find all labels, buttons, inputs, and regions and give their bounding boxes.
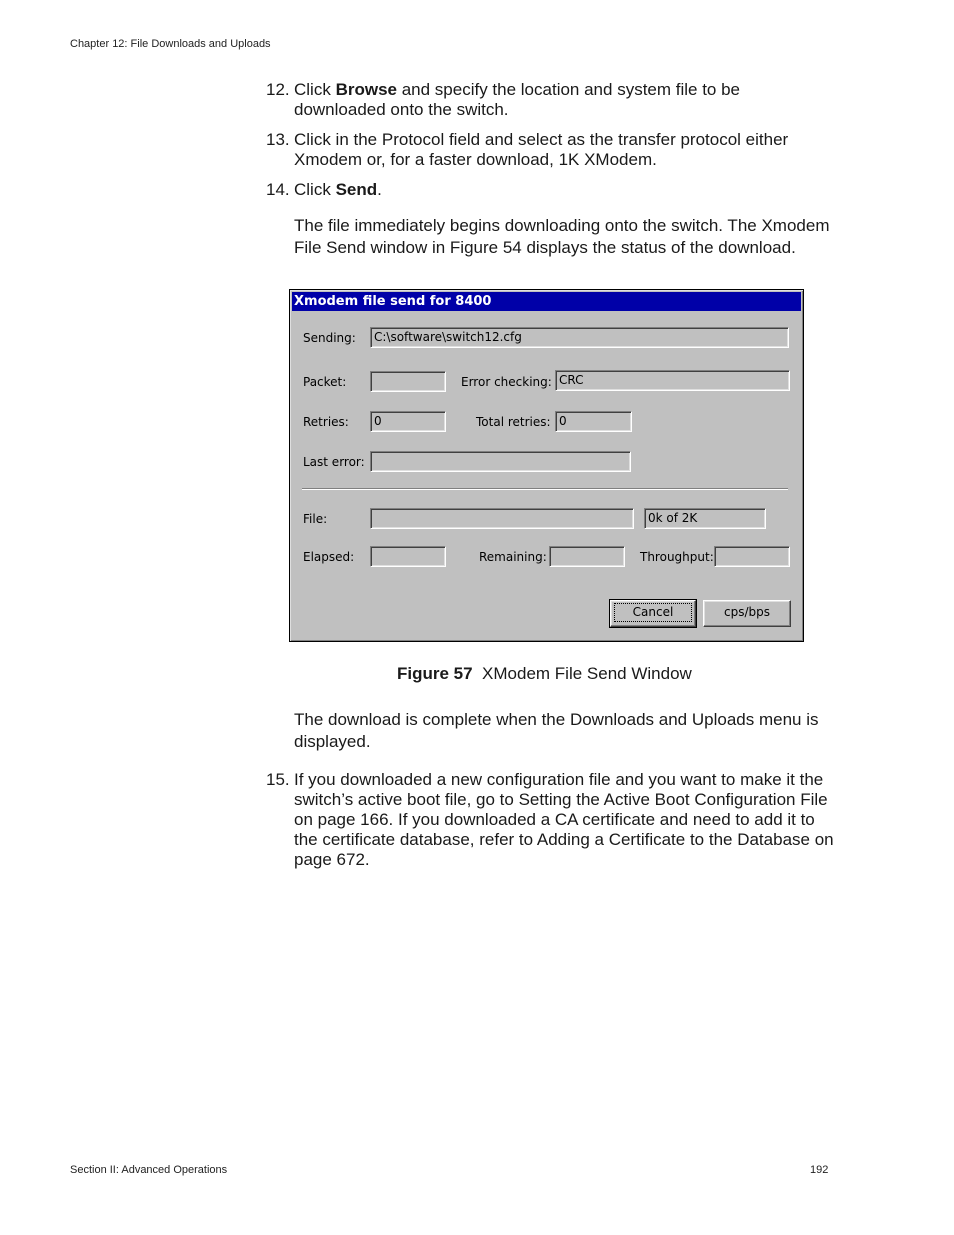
figure-title: XModem File Send Window bbox=[482, 664, 692, 683]
step-text-pre: Click bbox=[294, 180, 336, 199]
page-number: 192 bbox=[810, 1164, 829, 1176]
retries-label: Retries: bbox=[303, 415, 349, 429]
sending-field: C:\software\switch12.cfg bbox=[370, 327, 789, 348]
sending-label: Sending: bbox=[303, 331, 356, 345]
elapsed-field bbox=[370, 546, 446, 567]
cancel-button[interactable] bbox=[610, 600, 696, 627]
remaining-field bbox=[549, 546, 625, 567]
error-checking-field: CRC bbox=[555, 370, 790, 391]
file-progress-bar bbox=[370, 508, 634, 529]
step-text: If you downloaded a new configuration file and you want to make it the switch’s active boot file, go to Setting the Active Boot Configuration File on page 166. If you downloaded a CA certificate and need to add it to the certificate database, refer to Adding a Certificate to the Database on page 672. bbox=[294, 770, 834, 869]
total-retries-label: Total retries: bbox=[476, 415, 551, 429]
step-text-post: and specify the location and system file to be downloaded onto the switch. bbox=[294, 80, 741, 119]
throughput-label: Throughput: bbox=[640, 550, 714, 564]
total-retries-field: 0 bbox=[555, 411, 632, 432]
retries-field: 0 bbox=[370, 411, 446, 432]
dialog-titlebar: Xmodem file send for 8400 bbox=[292, 292, 801, 311]
cps-bps-button-label: cps/bps bbox=[724, 605, 770, 619]
dialog-separator bbox=[302, 488, 788, 490]
xmodem-dialog bbox=[289, 289, 804, 642]
cancel-button-label: Cancel bbox=[614, 603, 693, 622]
step-text: Click in the Protocol field and select as the transfer protocol either Xmodem or, for a faster download, 1K XModem. bbox=[294, 130, 789, 169]
step-number: 12. bbox=[266, 80, 290, 99]
elapsed-label: Elapsed: bbox=[303, 550, 355, 564]
throughput-field bbox=[714, 546, 790, 567]
packet-field bbox=[370, 371, 446, 392]
file-size-field: 0k of 2K bbox=[644, 508, 766, 529]
step-number: 15. bbox=[266, 770, 290, 789]
step-number: 13. bbox=[266, 130, 290, 149]
figure-label: Figure 57 bbox=[397, 664, 473, 683]
footer-section: Section II: Advanced Operations bbox=[70, 1164, 228, 1176]
last-error-label: Last error: bbox=[303, 455, 365, 469]
paragraph-download-begins: The file immediately begins downloading onto the switch. The Xmodem File Send window in Figure 54 displays the status of the download. bbox=[294, 216, 830, 257]
cps-bps-button[interactable] bbox=[703, 600, 791, 627]
file-label: File: bbox=[303, 512, 328, 526]
step-text-pre: Click bbox=[294, 80, 336, 99]
step-number: 14. bbox=[266, 180, 290, 199]
paragraph-download-complete: The download is complete when the Downloads and Uploads menu is displayed. bbox=[294, 710, 819, 751]
remaining-label: Remaining: bbox=[479, 550, 547, 564]
ui-term-browse: Browse bbox=[335, 80, 397, 99]
error-checking-label: Error checking: bbox=[461, 375, 552, 389]
step-text bbox=[294, 80, 834, 120]
last-error-field bbox=[370, 451, 631, 472]
step-text bbox=[294, 180, 834, 200]
running-head: Chapter 12: File Downloads and Uploads bbox=[70, 38, 271, 50]
ui-term-send: Send bbox=[335, 180, 378, 199]
step-text-post: . bbox=[377, 180, 382, 199]
packet-label: Packet: bbox=[303, 375, 347, 389]
